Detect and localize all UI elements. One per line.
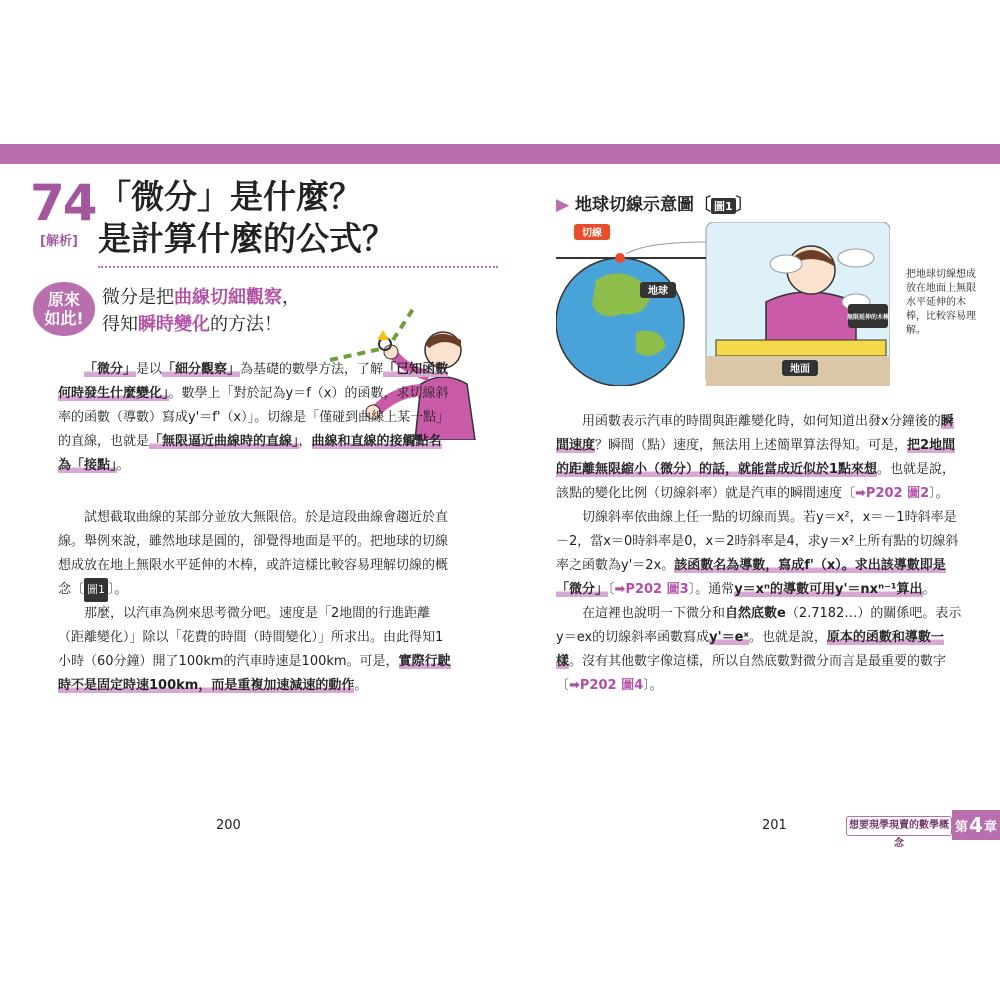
right-paragraph-2 — [556, 506, 964, 602]
p1-e: 「已知函數何時發生什麼變化」 — [58, 362, 449, 401]
r1-b: 瞬間速度 — [556, 414, 954, 453]
section-tag: [解析] — [40, 234, 78, 249]
earth-tangent-figure — [556, 222, 890, 386]
figure-title-close: 〕 — [735, 195, 753, 215]
title-line-2: 是計算什麼的公式？ — [98, 219, 395, 258]
r3-a: 在這裡也說明一下微分和 — [582, 606, 726, 621]
p1-b: 是以 — [136, 362, 163, 377]
p1-i: 曲線和直線的接觸點名為「接點」 — [58, 434, 442, 473]
p2-a: 試想截取曲線的某部分並放大無限倍。於是這段曲線會趨近於直線。舉例來說，雖然地球是圓的，卻覺得地面是平的。把地球的切線想成放在地上無限水平延伸的木棒，或許這樣比較容易理解切線的概念〔 — [58, 510, 449, 597]
figure-title — [556, 190, 753, 215]
r1-e: 。也就是說，該點的變化比例（切線斜率）就是汽車的瞬間速度〔 — [556, 462, 956, 501]
chapter-pre: 第 — [955, 819, 969, 835]
summary-e: 瞬時變化 — [138, 314, 210, 335]
summary-f: 的方法！ — [210, 314, 282, 335]
title-line-1: 「微分」是什麼？ — [98, 177, 362, 216]
r3-g: 。沒有其他數字像這樣，所以自然底數對微分而言是最重要的數字〔 — [556, 654, 947, 693]
p1-j: 。 — [116, 458, 130, 473]
r3-h: 〕。 — [643, 678, 663, 693]
r2-f: 。 — [922, 582, 936, 597]
title-divider — [98, 266, 498, 268]
summary-d: 得知 — [102, 314, 138, 335]
book-section-label: 想要現學現賣的數學概念 — [846, 816, 952, 836]
summary-text — [102, 284, 300, 338]
left-paragraph-2 — [58, 506, 454, 602]
r2-d: 〕。通常 — [688, 582, 735, 597]
p3-c: 。 — [354, 678, 368, 693]
p1-d: 為基礎的數學方法，了解 — [240, 362, 384, 377]
r2-b: 該函數名為導數，寫成f'（x）。求出該導數即是「微分」 — [556, 558, 946, 597]
r1-a: 用函數表示汽車的時間與距離變化時，如何知道出發x分鐘後的 — [582, 414, 941, 429]
p2-b: 〕。 — [108, 582, 128, 597]
left-paragraph-3 — [58, 602, 454, 698]
r1-d: 把2地間的距離無限縮小（微分）的話，就能當成近似於1點來想 — [556, 438, 956, 477]
label-rod: 無限延伸的木棒 — [846, 314, 890, 321]
figure-ref-1[interactable]: 圖1 — [84, 578, 108, 602]
page-ref-p202-fig3[interactable]: ➡P202 圖3 — [614, 582, 689, 597]
right-paragraph-1 — [556, 410, 964, 506]
r2-c: 〔 — [608, 582, 615, 597]
p3-b: 實際行駛時不是固定時速100km，而是重複加速減速的動作 — [58, 654, 451, 693]
r3-b: 自然底數e — [725, 606, 786, 621]
chapter-tab — [952, 810, 1000, 840]
p1-a: 「微分」 — [84, 362, 137, 377]
summary-b: 曲線切細觀察 — [174, 287, 282, 308]
r1-f: 〕。 — [929, 486, 949, 501]
triangle-icon: ▶ — [556, 195, 570, 215]
r1-c: ？瞬間（點）速度，無法用上述簡單算法得知。可是， — [595, 438, 908, 453]
p1-g: 「無限逼近曲線時的直線」 — [149, 434, 299, 449]
r2-a: 切線斜率依曲線上任一點的切線而異。若y＝x²，x＝－1時斜率是－2，當x＝0時斜率是0，x＝2時斜率是4，求y＝x²上所有點的切線斜率之函數為y'＝2x。 — [556, 510, 959, 573]
label-ground: 地面 — [790, 364, 810, 375]
top-color-band — [0, 144, 1000, 164]
p1-c: 「細分觀察」 — [162, 362, 241, 377]
r3-d: y'＝eˣ — [709, 630, 749, 645]
page-ref-p202-fig2[interactable]: ➡P202 圖2 — [855, 486, 930, 501]
r2-e: y＝xⁿ的導數可用y'＝nxⁿ⁻¹算出 — [734, 582, 923, 597]
label-tangent: 切線 — [582, 228, 602, 239]
section-number: 74 — [30, 174, 96, 232]
summary-a: 微分是把 — [102, 287, 174, 308]
insight-badge — [33, 282, 95, 336]
figure-side-note: 把地球切線想成放在地面上無限水平延伸的木棒，比較容易理解。 — [906, 269, 976, 336]
r3-f: 原本的函數和導數一樣 — [556, 630, 944, 669]
badge-line-1: 原來 — [47, 290, 80, 309]
r3-e: 。也就是說， — [748, 630, 827, 645]
page-title — [98, 176, 395, 260]
p1-h: ， — [298, 434, 312, 449]
page-number-right: 201 — [762, 818, 787, 833]
left-paragraph-1 — [58, 358, 454, 478]
summary-c: ， — [282, 287, 300, 308]
page-number-left: 200 — [216, 818, 241, 833]
p1-f: 。數學上「對於記為y＝f（x）的函數，求切線斜率的函數（導數）寫成y'＝f'（x）」。切線是「僅碰到曲線上某一點」的直線，也就是 — [58, 386, 450, 449]
label-earth: 地球 — [648, 286, 668, 297]
page-ref-p202-fig4[interactable]: ➡P202 圖4 — [569, 678, 644, 693]
right-paragraph-3 — [556, 602, 964, 698]
figure-title-text: 地球切線示意圖〔 — [575, 195, 711, 215]
chapter-number: 4 — [969, 813, 983, 837]
figure-title-ref: 圖1 — [711, 198, 736, 214]
chapter-post: 章 — [983, 819, 997, 835]
r3-c: （2.7182…）的關係吧。表示y＝ex的切線斜率函數寫成 — [556, 606, 962, 645]
p3-a: 那麼，以汽車為例來思考微分吧。速度是「2地間的行進距離（距離變化）」除以「花費的時間（時間變化）」所求出。由此得知1小時（60分鐘）開了100km的汽車時速是100km。可是， — [58, 606, 444, 669]
badge-line-2: 如此! — [44, 309, 84, 328]
